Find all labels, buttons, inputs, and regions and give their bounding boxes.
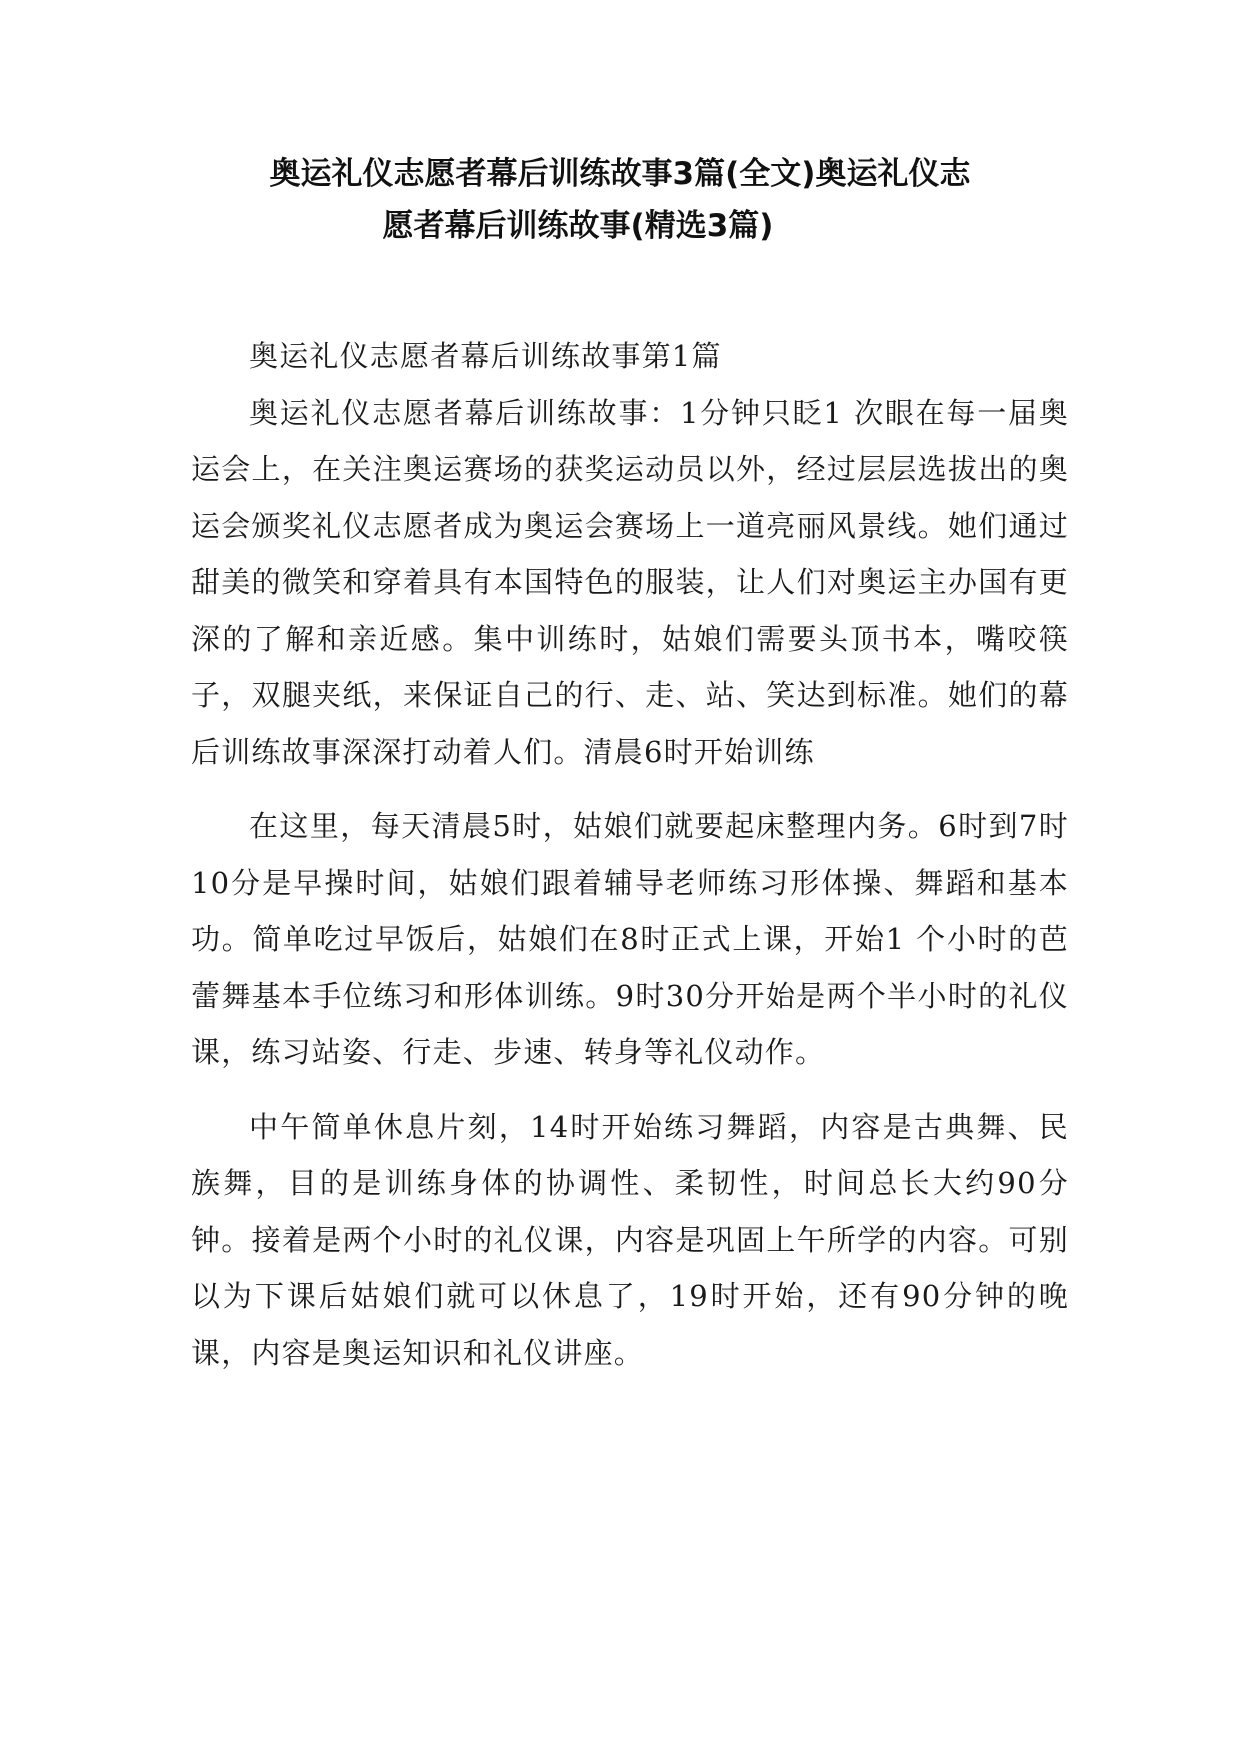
paragraph: 中午简单休息片刻，14时开始练习舞蹈，内容是古典舞、民族舞，目的是训练身体的协调性、柔韧性，时间总长大约90分钟。接着是两个小时的礼仪课，内容是巩固上午所学的内容。可别以为下课后姑娘们就可以休息了，19时开始，还有90分钟的晚课，内容是奥运知识和礼仪讲座。: [191, 1109, 1069, 1370]
title-line-2: 愿者幕后训练故事(精选3篇): [382, 208, 774, 244]
paragraph: 在这里，每天清晨5时，姑娘们就要起床整理内务。6时到7时10分是早操时间，姑娘们跟着辅导老师练习形体操、舞蹈和基本功。简单吃过早饭后，姑娘们在8时正式上课，开始1 个小时的芭蕾舞基本手位练习和形体训练。9时30分开始是两个半小时的礼仪课，练习站姿、行走、步速、转身等礼仪动作。: [191, 809, 1070, 1069]
section-heading: 奥运礼仪志愿者幕后训练故事第1篇: [249, 339, 722, 373]
document-body: [191, 328, 1069, 1381]
document-title: [180, 148, 1060, 252]
title-line-1: 奥运礼仪志愿者幕后训练故事3篇(全文)奥运礼仪志: [269, 156, 971, 192]
paragraph: 奥运礼仪志愿者幕后训练故事：1分钟只眨1 次眼在每一届奥运会上，在关注奥运赛场的获奖运动员以外，经过层层选拔出的奥运会颁奖礼仪志愿者成为奥运会赛场上一道亮丽风景线。她们通过甜美的微笑和穿着具有本国特色的服装，让人们对奥运主办国有更深的了解和亲近感。集中训练时，姑娘们需要头顶书本，嘴咬筷子，双腿夹纸，来保证自己的行、走、站、笑达到标准。她们的幕后训练故事深深打动着人们。清晨6时开始训练: [191, 395, 1069, 769]
